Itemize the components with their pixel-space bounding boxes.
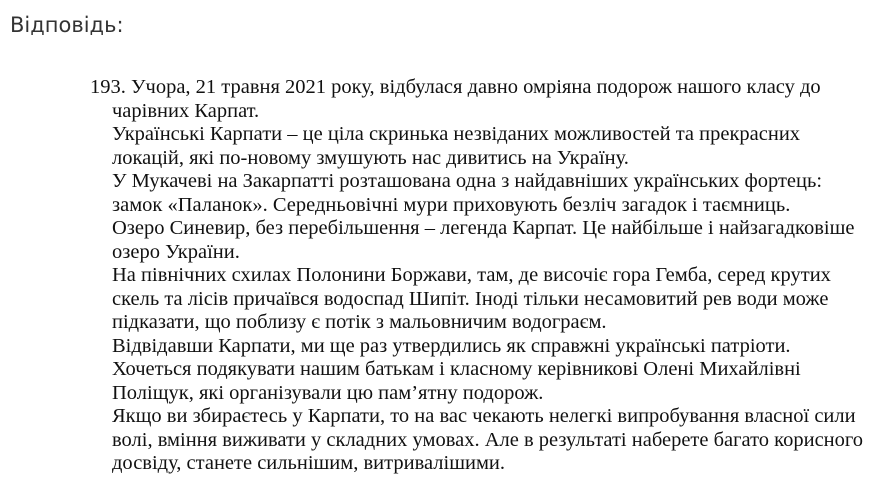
answer-line: На північних схилах Полонини Боржави, там, де височіє гора Гемба, серед крутих [112, 264, 831, 286]
answer-line: волі, вміння виживати у складних умовах. Але в результаті наберете багато корисного [112, 428, 864, 451]
answer-text [90, 76, 880, 476]
answer-line: Хочеться подякувати нашим батькам і класному керівникові Олені Михайлівні [112, 358, 801, 380]
answer-line: 193. Учора, 21 травня 2021 року, відбулася давно омріяна подорож нашого класу до [90, 76, 821, 98]
answer-heading: Відповідь: [10, 13, 124, 37]
answer-line: чарівних Карпат. [112, 99, 260, 122]
answer-line: Відвідавши Карпати, ми ще раз утвердились як справжні українські патріоти. [112, 334, 791, 357]
answer-line: підказати, що поблизу є потік з мальовничим водограєм. [112, 311, 607, 333]
answer-line: Якщо ви збираєтесь у Карпати, то на вас чекають нелегкі випробування власної сили [112, 405, 856, 427]
answer-line: Поліщук, які організували цю пам’ятну подорож. [112, 381, 544, 404]
answer-line: озеро України. [112, 240, 240, 263]
answer-line: замок «Паланок». Середньовічні мури приховують безліч загадок і таємниць. [112, 193, 791, 216]
answer-line: локацій, які по-новому змушують нас дивитись на Україну. [112, 146, 629, 169]
answer-line: досвіду, станете сильнішим, витривалішими. [112, 452, 506, 474]
answer-line: скель та лісів причаївся водоспад Шипіт. Іноді тільки несамовитий рев води може [112, 287, 829, 310]
answer-line: Озеро Синевир, без перебільшення – легенда Карпат. Це найбільше і найзагадковіше [112, 217, 855, 239]
answer-line: Українські Карпати – це ціла скринька незвіданих можливостей та прекрасних [112, 123, 801, 145]
answer-line: У Мукачеві на Закарпатті розташована одна з найдавніших українських фортець: [112, 170, 823, 192]
